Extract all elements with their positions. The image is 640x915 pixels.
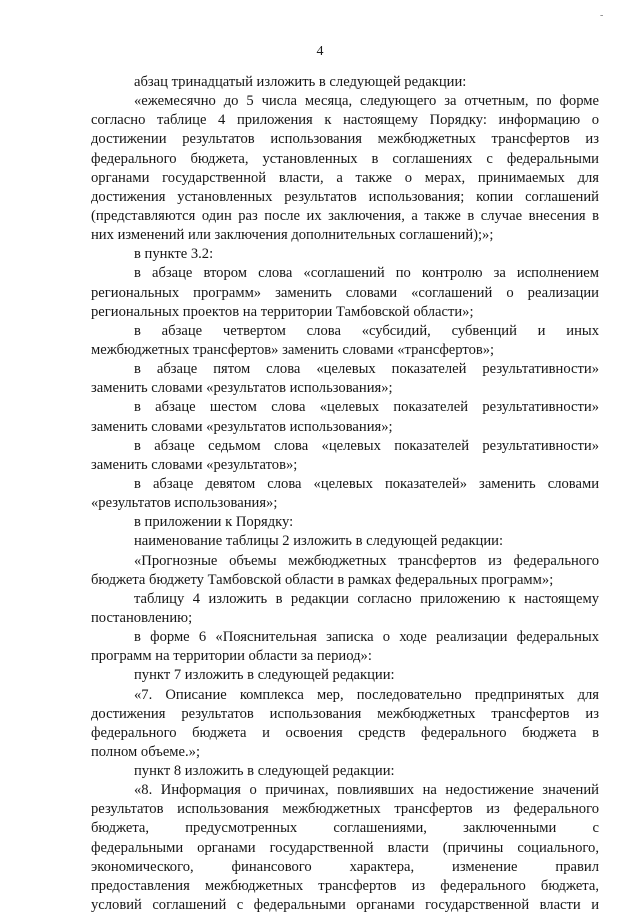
text-line: пункт 7 изложить в следующей редакции: <box>134 667 395 684</box>
text-line: в приложении к Порядку: <box>134 514 294 531</box>
text-line: экономического, финансового характера, изменение правил <box>91 858 599 875</box>
text-line: в абзаце четвертом слова «субсидий, субвенций и иных <box>134 322 599 339</box>
text-line: постановлению; <box>91 609 193 626</box>
text-line: «7. Описание комплекса мер, последовательно предпринятых для <box>134 686 599 703</box>
text-line: полном объеме.»; <box>91 743 201 760</box>
text-line: «Прогнозные объемы межбюджетных трансфертов из федерального <box>134 552 599 569</box>
document-body <box>91 73 599 915</box>
text-line: достижения установленных результатов использования; копии соглашений <box>91 188 599 205</box>
text-line: (представляются один раз после их заключения, а также в случае внесения в <box>91 207 599 224</box>
text-line: заменить словами «результатов использования»; <box>91 418 393 435</box>
text-line: пункт 8 изложить в следующей редакции: <box>134 763 395 780</box>
text-line: «результатов использования»; <box>91 495 278 512</box>
text-line: абзац тринадцатый изложить в следующей редакции: <box>134 74 467 90</box>
text-line: наименование таблицы 2 изложить в следующей редакции: <box>134 533 504 550</box>
text-line: заменить словами «результатов»; <box>91 456 298 473</box>
corner-mark: - <box>600 10 604 21</box>
text-line: заменить словами «результатов использования»; <box>91 380 393 397</box>
text-line: федеральными органами государственной власти (причины социального, <box>91 839 599 856</box>
text-line: федерального бюджета, установленных в соглашениях с федеральными <box>91 150 599 167</box>
text-line: в абзаце девятом слова «целевых показателей» заменить словами <box>134 475 599 492</box>
text-line: результатов использования межбюджетных трансфертов из федерального <box>91 801 599 818</box>
page-number: 4 <box>316 44 324 59</box>
text-line: органами государственной власти, а также о мерах, принимаемых для <box>91 169 599 186</box>
text-line: достижения результатов использования межбюджетных трансфертов из <box>91 705 599 722</box>
text-line: предоставления межбюджетных трансфертов из федерального бюджета, <box>91 877 599 894</box>
text-line: условий соглашений с федеральными органами государственной власти и <box>91 897 599 914</box>
text-line: бюджета, предусмотренных соглашениями, заключенными с <box>91 820 599 837</box>
text-line: в абзаце пятом слова «целевых показателей результативности» <box>134 361 599 378</box>
text-line: достижении результатов использования межбюджетных трансфертов из <box>91 131 599 148</box>
text-line: региональных программ» заменить словами «соглашений о реализации <box>91 284 599 301</box>
text-line: бюджета бюджету Тамбовской области в рамках федеральных программ»; <box>91 571 554 588</box>
text-line: в абзаце седьмом слова «целевых показателей результативности» <box>134 437 599 454</box>
text-line: в абзаце втором слова «соглашений по контролю за исполнением <box>134 265 599 282</box>
text-line: в форме 6 «Пояснительная записка о ходе реализации федеральных <box>134 629 599 646</box>
text-line: них изменений или заключения дополнительных соглашений);»; <box>91 227 494 244</box>
text-line: согласно таблице 4 приложения к настоящему Порядку: информацию о <box>91 112 599 129</box>
text-line: программ на территории области за период»: <box>91 648 372 665</box>
text-line: «ежемесячно до 5 числа месяца, следующего за отчетным, по форме <box>134 93 599 110</box>
text-line: «8. Информация о причинах, повлиявших на недостижение значений <box>134 782 599 799</box>
text-line: в абзаце шестом слова «целевых показателей результативности» <box>134 399 599 416</box>
text-line: в пункте 3.2: <box>134 246 214 263</box>
text-line: федерального бюджета и освоения средств федерального бюджета в <box>91 724 599 741</box>
text-line: таблицу 4 изложить в редакции согласно приложению к настоящему <box>134 590 599 607</box>
text-line: региональных проектов на территории Тамбовской области»; <box>91 303 474 320</box>
text-line: межбюджетных трансфертов» заменить словами «трансфертов»; <box>91 341 495 358</box>
